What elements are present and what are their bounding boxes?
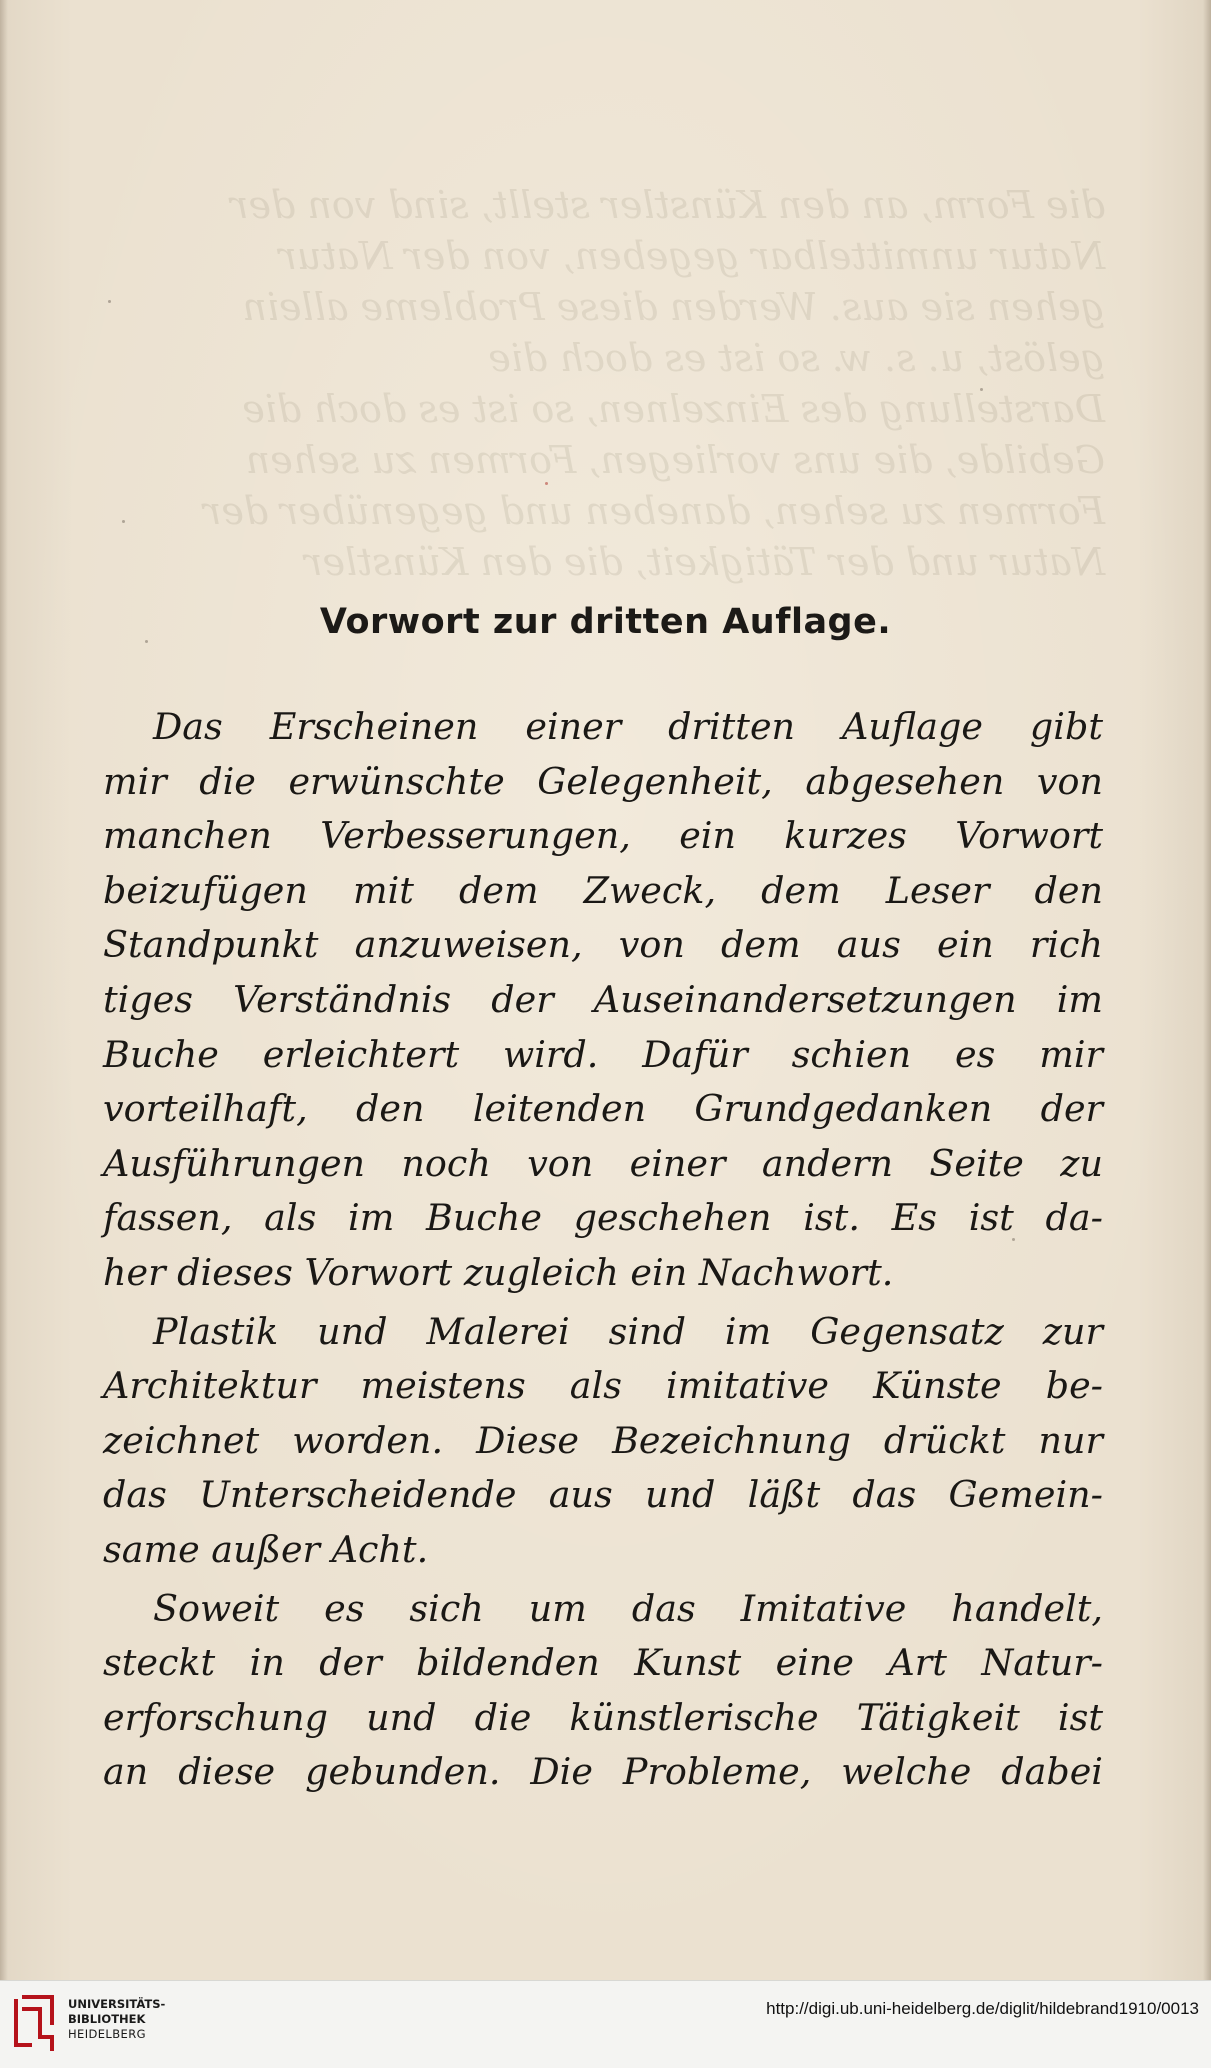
body-text	[103, 700, 1103, 1800]
paper-speck	[108, 300, 111, 303]
text-line: Architektur meistens als imitative Künste be-	[103, 1364, 1103, 1408]
bleed-through-text: die Form, an den Künstler stellt, sind von der Natur unmittelbar gegeben, von der Natur gehen sie aus. Werden diese Probleme allein gelöst, u. s. w. so ist es doch die Darstellung des Einzelnen, so ist es doch die Gebilde, die uns vorliegen, Formen zu sehen Formen zu sehen, daneben und gegenüber der Natur und der Tätigkeit, die den Künstler	[203, 183, 1105, 584]
text-line: Standpunkt anzuweisen, von dem aus ein rich	[103, 923, 1103, 967]
paragraph	[103, 700, 1103, 1301]
page-heading: Vorwort zur dritten Auflage.	[319, 602, 892, 642]
text-line: Ausführungen noch von einer andern Seite zu	[103, 1141, 1103, 1185]
text-line: vorteilhaft, den leitenden Grundgedanken der	[103, 1087, 1103, 1131]
university-library-logo-icon	[10, 1993, 58, 2053]
text-line: manchen Verbesserungen, ein kurzes Vorwort	[103, 814, 1103, 858]
text-line: Buche erleichtert wird. Dafür schien es mir	[103, 1032, 1103, 1076]
text-line: same außer Acht.	[103, 1527, 429, 1571]
viewer-footer	[0, 1980, 1211, 2068]
paragraph	[103, 1305, 1103, 1578]
library-name	[68, 1997, 165, 2042]
text-line: Plastik und Malerei sind im Gegensatz zur	[153, 1309, 1103, 1353]
text-line: Das Erscheinen einer dritten Auflage gibt	[153, 705, 1103, 748]
library-name-line1: UNIVERSITÄTS-	[68, 1997, 166, 2011]
text-line: das Unterscheidende aus und läßt das Gemein-	[103, 1473, 1103, 1517]
text-line: an diese gebunden. Die Probleme, welche dabei	[103, 1750, 1103, 1794]
paper-speck	[122, 520, 125, 523]
text-line: steckt in der bildenden Kunst eine Art Natur-	[103, 1641, 1103, 1685]
text-line: mir die erwünschte Gelegenheit, abgesehen von	[103, 759, 1103, 803]
text-line: erforschung und die künstlerische Tätigkeit ist	[103, 1695, 1103, 1739]
text-line: beizufügen mit dem Zweck, dem Leser den	[103, 868, 1103, 912]
page-edge-left	[0, 0, 8, 1980]
text-line: fassen, als im Buche geschehen ist. Es ist da-	[103, 1196, 1103, 1240]
paper-speck	[545, 482, 548, 485]
paper-speck	[980, 388, 983, 391]
text-line: her dieses Vorwort zugleich ein Nachwort.	[103, 1250, 894, 1294]
text-line: zeichnet worden. Diese Bezeichnung drückt nur	[103, 1418, 1103, 1462]
text-line: Soweit es sich um das Imitative handelt,	[153, 1586, 1103, 1630]
library-name-line2: BIBLIOTHEK	[68, 2012, 146, 2026]
paragraph	[103, 1582, 1103, 1800]
source-url-link[interactable]: http://digi.ub.uni-heidelberg.de/diglit/hildebrand1910/0013	[766, 1999, 1199, 2018]
page-edge-right	[1203, 0, 1211, 1980]
text-line: tiges Verständnis der Auseinandersetzungen im	[103, 977, 1103, 1021]
library-name-line3: HEIDELBERG	[68, 2027, 146, 2041]
